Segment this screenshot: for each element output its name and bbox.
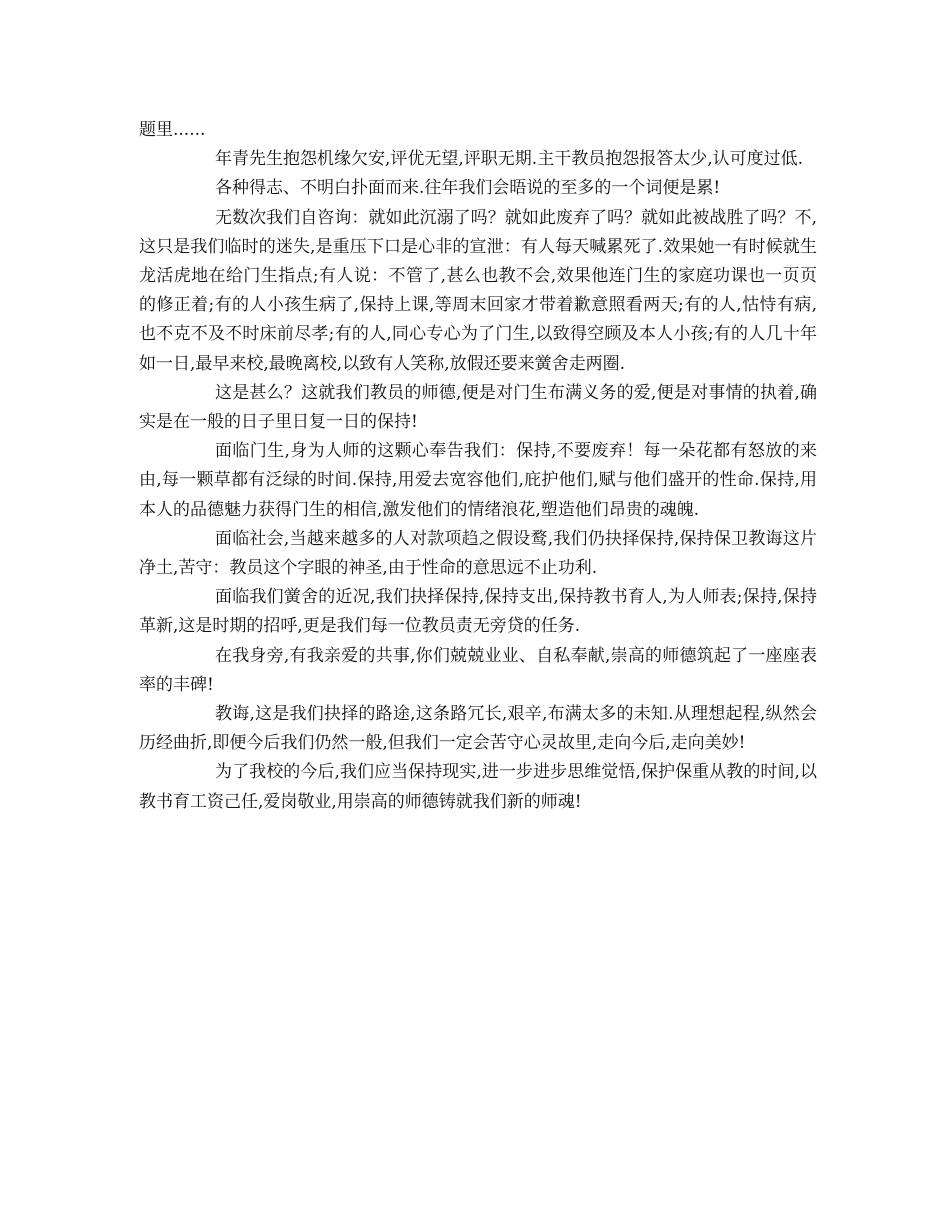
paragraph-10: 教诲,这是我们抉择的路途,这条路冗长,艰辛,布满太多的未知.从理想起程,纵然会历经曲折,即便今后我们仍然一般,但我们一定会苦守心灵故里,走向今后,走向美妙! [139, 704, 817, 754]
paragraph-11: 为了我校的今后,我们应当保持现实,进一步进步思维觉悟,保护保重从教的时间,以教书育工资己任,爱岗敬业,用崇高的师德铸就我们新的师魂! [139, 762, 817, 812]
paragraph-3: 各种得志、不明白扑面而来.往年我们会晤说的至多的一个词便是累! [215, 178, 721, 199]
paragraph-8: 面临我们黉舍的近况,我们抉择保持,保持支出,保持教书育人,为人师表;保持,保持革新,这是时期的招呼,更是我们每一位教员责无旁贷的任务. [139, 587, 817, 637]
paragraph-9: 在我身旁,有我亲爱的共事,你们兢兢业业、自私奉献,崇高的师德筑起了一座座表率的丰碑! [139, 645, 817, 695]
paragraph-7: 面临社会,当越来越多的人对款项趋之假设鹜,我们仍抉择保持,保持保卫教诲这片净土,苦守：教员这个字眼的神圣,由于性命的意思远不止功利. [139, 528, 817, 579]
paragraph-4: 无数次我们自咨询：就如此沉溺了吗？就如此废弃了吗？就如此被战胜了吗？不,这只是我们临时的迷失,是重压下口是心非的宣泄：有人每天喊累死了.效果她一有时候就生龙活虎地在给门生指点;有人说：不管了,甚么也教不会,效果他连门生的家庭功课也一页页的修正着;有的人小孩生病了,保持上课,等周末回家才带着歉意照看两天;有的人,怙恃有病,也不克不及不时床前尽孝;有的人,同心专心为了门生,以致得空顾及本人小孩;有的人几十年如一日,最早来校,最晚离校,以致有人笑称,放假还要来黉舍走两圈. [139, 207, 817, 374]
document-body [139, 116, 817, 817]
paragraph-5: 这是甚么？这就我们教员的师德,便是对门生布满义务的爱,便是对事情的执着,确实是在一般的日子里日复一日的保持! [139, 382, 817, 433]
paragraph-6: 面临门生,身为人师的这颗心奉告我们：保持,不要废弃！每一朵花都有怒放的来由,每一颗草都有泛绿的时间.保持,用爱去宽容他们,庇护他们,赋与他们盛开的性命.保持,用本人的品德魅力获得门生的相信,激发他们的情绪浪花,塑造他们昂贵的魂魄. [139, 441, 817, 520]
paragraph-1: 题里...... [139, 120, 206, 140]
paragraph-2: 年青先生抱怨机缘欠安,评优无望,评职无期.主干教员抱怨报答太少,认可度过低. [215, 149, 804, 170]
